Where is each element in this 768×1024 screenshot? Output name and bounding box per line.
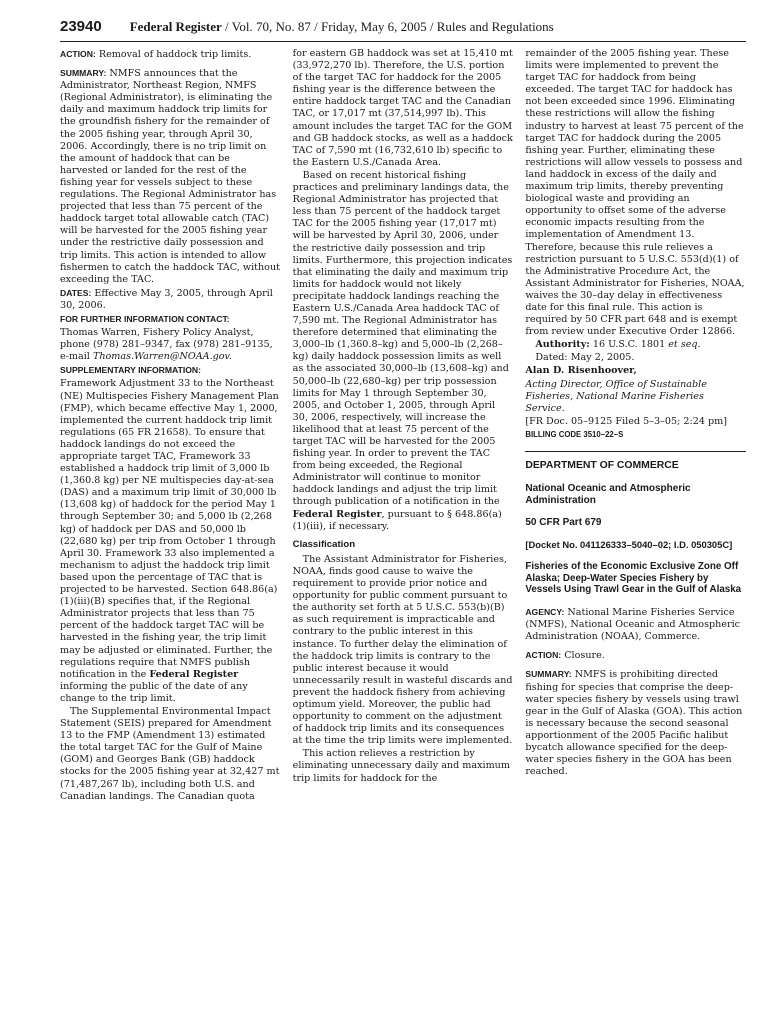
action2-paragraph [525,649,746,662]
supplementary-label-line [60,364,281,377]
column2-paragraph-2 [293,170,514,533]
authority-text: 16 U.S.C. 1801 [589,339,669,351]
summary-paragraph [60,67,281,286]
federal-register-ref-2: Federal Register [292,508,382,520]
action-label: ACTION: [60,49,96,59]
contact-paragraph [60,327,281,363]
section-divider [525,451,746,452]
header-issue-info: / Vol. 70, No. 87 / Friday, May 6, 2005 / Rules and Regulations [221,19,554,34]
cfr-part-heading: 50 CFR Part 679 [525,516,602,528]
supp-p1-text-a: Framework Adjustment 33 to the Northeast (NE) Multispecies Fishery Management Plan (FMP), which became effective May 1, 2000, implemented the current haddock trip limit regulations (65 FR 21658). To ensure that haddock landings do not exceed the appropriate target TAC, Framework 33 established a haddock trip limit of 3,000 lb (1,360.8 kg) per NE multispecies day-at-sea (DAS) and a maximum trip limit of 30,000 lb (13,608 kg) of haddock for the period May 1 through September 30; and 5,000 lb (2,268 kg) of haddock per DAS and 50,000 lb (22,680 kg) per trip from October 1 through April 30. Framework 33 also implemented a mechanism to adjust the haddock trip limit based upon the percentage of TAC that is projected to be harvested. Section 648.86(a)(1)(iii)(B) specifies that, if the Regional Administrator projects that less than 75 percent of the haddock target TAC will be harvested in the fishing year, the trip limit may be adjusted or eliminated. Further, the regulations require that NMFS publish notification in the [60,378,279,680]
classification-paragraph-2: This action relieves a restriction by eliminating unnecessary daily and maximum trip limits for haddock for the [292,748,510,784]
fr-doc-line: [FR Doc. 05–9125 Filed 5–3–05; 2:24 pm] [525,415,727,427]
column3-paragraph-1: remainder of the 2005 fishing year. These limits were implemented to prevent the target TAC for haddock from being exceeded. The target TAC for haddock has not been exceeded since 1996. Eliminating these restrictions will allow the fishing industry to harvest at least 75 percent of the target TAC for haddock during the 2005 fishing year. Further, eliminating these restrictions will allow vessels to possess and land haddock in excess of the daily and maximum trip limits, thereby preventing biological waste and providing an opportunity to offset some of the adverse economic impacts resulting from the implementation of Amendment 13. Therefore, because this rule relieves a restriction pursuant to 5 U.S.C. 553(d)(1) of the Administrative Procedure Act, the Assistant Administrator for Fisheries, NOAA, waives the 30–day delay in effectiveness date for this final rule. This action is required by 50 CFR part 648 and is exempt from review under Executive Order 12866. [525,48,745,338]
summary-label: SUMMARY: [60,68,107,79]
billing-code: BILLING CODE 3510–22–S [525,429,624,439]
authority-etseq: et seq. [668,339,701,351]
text-columns [60,48,746,804]
agency-text: National Marine Fisheries Service (NMFS), National Oceanic and Atmospheric Administration (NOAA), Commerce. [525,607,741,643]
classification-heading: Classification [292,538,356,550]
running-header [60,18,746,42]
column-2 [293,48,514,804]
supplementary-paragraph-1 [60,378,281,705]
dates-paragraph [60,287,281,312]
contact-email-link[interactable]: Thomas.Warren@NOAA.gov. [92,351,232,363]
column2-paragraph-1: for eastern GB haddock was set at 15,410 mt (33,972,270 lb). Therefore, the U.S. portion of the target TAC for haddock for the 2005 fishing year is the difference between the entire haddock target TAC and the Canadian TAC, or 17,017 mt (37,514,997 lb). This amount includes the target TAC for the GOM and GB haddock stocks, as well as a haddock TAC of 7,590 mt (16,732,610 lb) specific to the Eastern U.S./Canada Area. [292,48,513,168]
authority-line [525,339,746,351]
contact-label: FOR FURTHER INFORMATION CONTACT: [60,313,230,324]
contact-text: Thomas Warren, Fishery Policy Analyst, phone (978) 281–9347, fax (978) 281–9135, e-mail [60,327,273,363]
summary-text: NMFS announces that the Administrator, Northeast Region, NMFS (Regional Administrator), is eliminating the daily and maximum haddock trip limits for the groundfish fishery for the remainder of the 2005 fishing year, through April 30, 2006. Accordingly, there is no trip limit on the amount of haddock that can be harvested or landed for the rest of the fishing year for vessels subject to these regulations. The Regional Administrator has projected that less than 75 percent of the haddock target total allowable catch (TAC) will be harvested for the 2005 fishing year under the restrictive daily possession and trip limits. This action is intended to allow fishermen to catch the haddock TAC, without exceeding the TAC. [60,68,280,285]
col2-p2-text-a: Based on recent historical fishing practices and preliminary landings data, the Regional Administrator has projected that less than 75 percent of the haddock target TAC for the 2005 fishing year (17,017 mt) will be harvested by April 30, 2006, under the restrictive daily possession and trip limits. Furthermore, this projection indicates that eliminating the daily and maximum trip limits for haddock would not likely precipitate haddock landings reaching the Eastern U.S./Canada Area haddock TAC of 7,590 mt. The Regional Administrator has therefore determined that eliminating the 3,000–lb (1,360.8–kg) and 5,000–lb (2,268–kg) daily haddock possession limits as well as the associated 30,000–lb (13,608–kg) and 50,000–lb (22,680–kg) per trip possession limits for May 1 through September 30, 2005, and October 1, 2005, through April 30, 2006, respectively, will increase the likelihood that at least 75 percent of the target TAC will be harvested for the 2005 fishing year. In order to prevent the TAC from being exceeded, the Regional Administrator will continue to monitor haddock landings and adjust the trip limit through publication of a notification in the [292,169,513,508]
signer-title: Acting Director, Office of Sustainable Fisheries, National Marine Fisheries Service. [525,378,707,414]
header-citation [130,19,554,35]
action-paragraph [60,48,281,61]
authority-label: Authority: [535,339,590,351]
federal-register-ref: Federal Register [149,668,239,680]
action2-text: Closure. [561,650,605,662]
agency-paragraph [525,606,746,643]
department-heading: DEPARTMENT OF COMMERCE [525,460,679,471]
supplementary-label: SUPPLEMENTARY INFORMATION: [60,365,201,376]
summary2-text: NMFS is prohibiting directed fishing for species that comprise the deep-water species fishery by vessels using trawl gear in the Gulf of Alaska (GOA). This action is necessary because the second seasonal apportionment of the 2005 Pacific halibut bycatch allowance specified for the deep-water species fishery in the GOA has been reached. [525,669,743,778]
agency-heading: National Oceanic and Atmospheric Administration [525,482,691,506]
docket-number: [Docket No. 041126333–5040–02; I.D. 050305C] [525,539,733,551]
col2-p2-text-b: , pursuant to § 648.86(a)(1)(iii), if necessary. [292,508,502,532]
page-number: 23940 [60,18,102,35]
classification-paragraph-1: The Assistant Administrator for Fisheries, NOAA, finds good cause to waive the requirement to provide prior notice and opportunity for public comment pursuant to the authority set forth at 5 U.S.C. 553(b)(B) as such requirement is impracticable and contrary to the public interest in this instance. To further delay the elimination of the haddock trip limits is contrary to the public interest because it would unnecessarily result in wasteful discards and prevent the haddock fishery from achieving optimum yield. Moreover, the public had opportunity to comment on the adjustment of haddock trip limits and its consequences at the time the trip limits were implemented. [292,553,513,747]
agency-label: AGENCY: [525,607,565,618]
signer-name: Alan D. Risenhoover, [525,365,637,377]
supplementary-paragraph-2: The Supplemental Environmental Impact Statement (SEIS) prepared for Amendment 13 to the FMP (Amendment 13) estimated the total target TAC for the Gulf of Maine (GOM) and Georges Bank (GB) haddock stocks for the 2005 fishing year at 32,427 mt (71,487,267 lb), including both U.S. and Canadian landings. The Canadian quota [60,705,280,802]
supp-p1-text-b: informing the public of the date of any change to the trip limit. [60,680,248,704]
column-3 [525,48,746,804]
summary2-paragraph [525,668,746,778]
dates-text: Effective May 3, 2005, through April 30, 2006. [60,287,273,311]
dated-line: Dated: May 2, 2005. [535,352,635,364]
dates-label: DATES: [60,287,92,298]
summary2-label: SUMMARY: [525,669,572,680]
action-text: Removal of haddock trip limits. [95,49,252,60]
action2-label: ACTION: [525,650,562,661]
contact-label-line [60,313,281,326]
rule-subject-heading: Fisheries of the Economic Exclusive Zone Off Alaska; Deep-Water Species Fishery by Vessels Using Trawl Gear in the Gulf of Alaska [525,560,742,596]
column-1 [60,48,281,804]
header-journal-title: Federal Register [129,19,222,34]
